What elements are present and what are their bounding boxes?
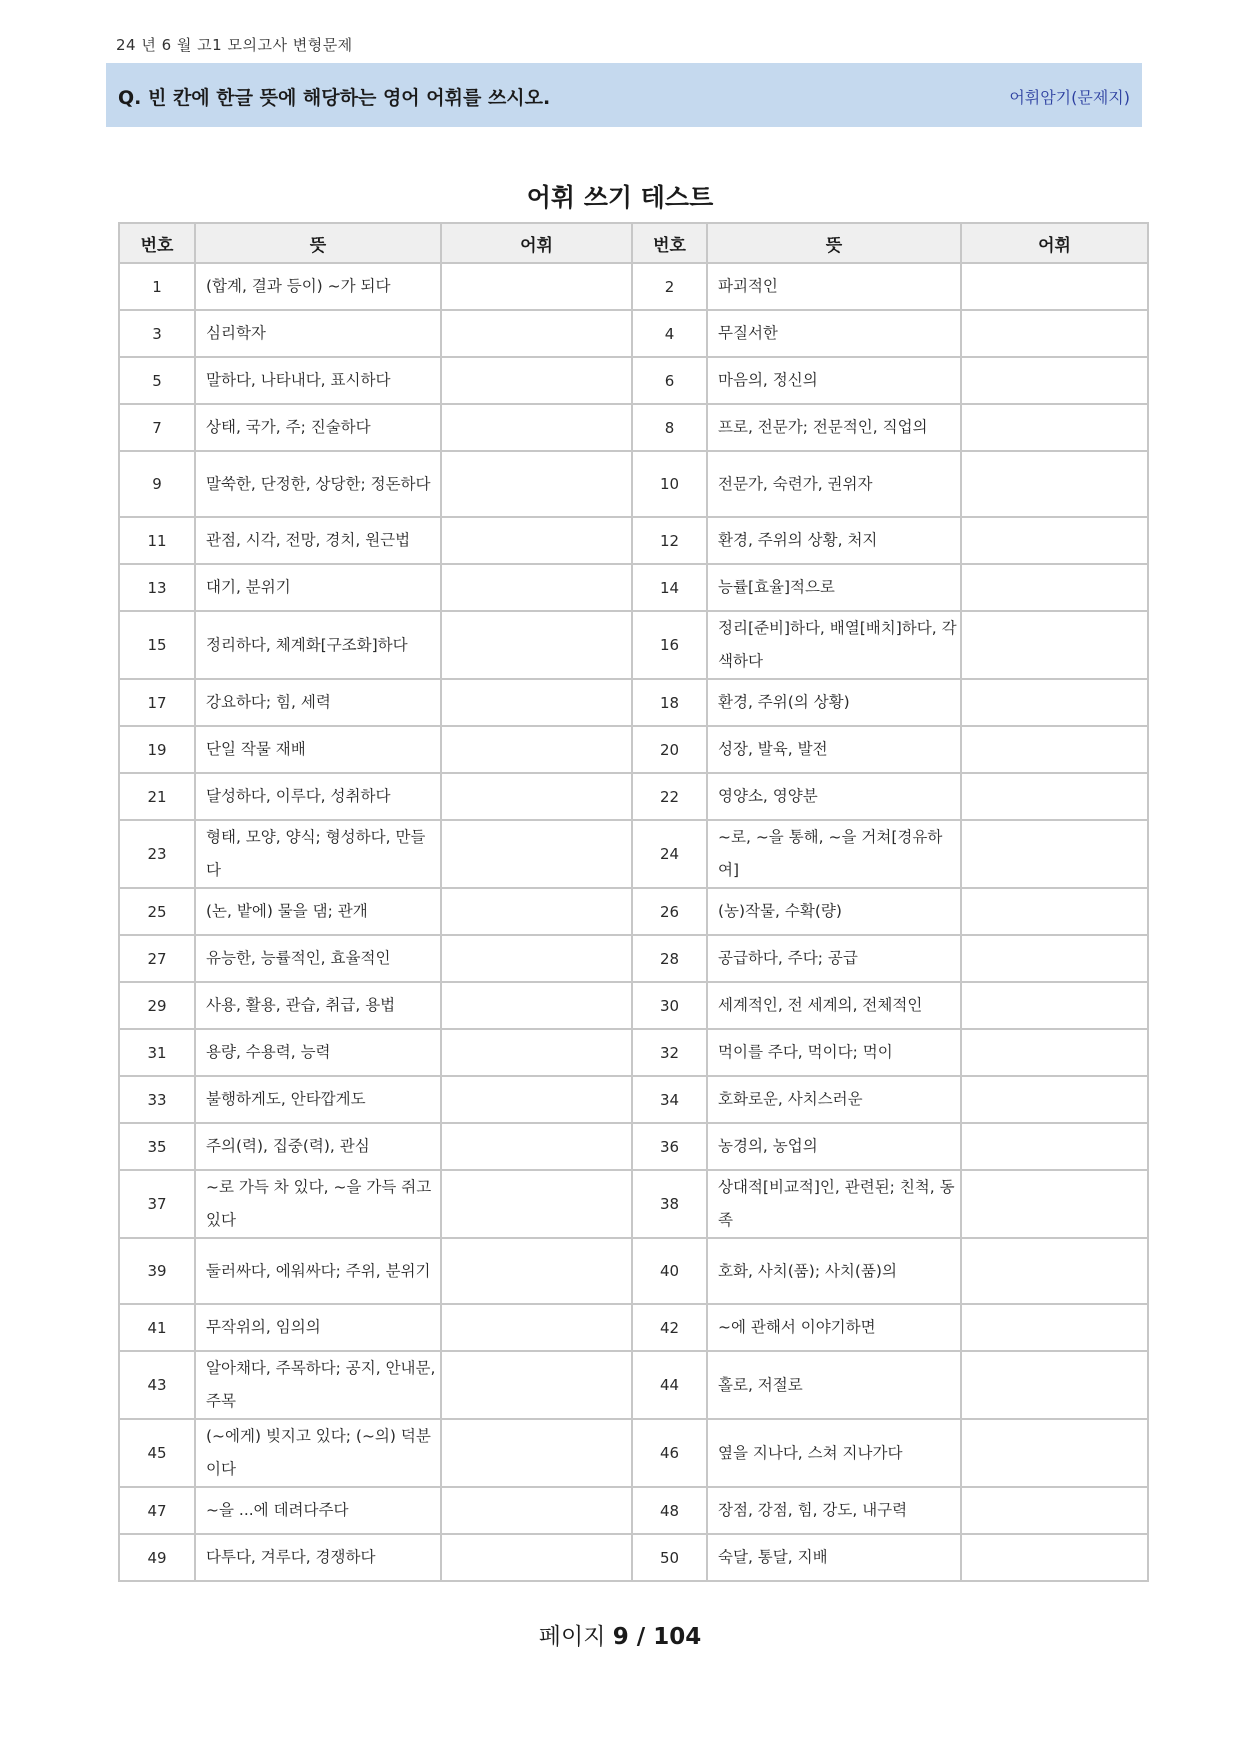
table-row: [119, 1076, 1148, 1123]
item-number: 38: [632, 1170, 707, 1238]
item-number: 10: [632, 451, 707, 517]
page-separator: /: [628, 1624, 654, 1650]
item-meaning: 무질서한: [707, 310, 961, 357]
item-meaning: 환경, 주위(의 상황): [707, 679, 961, 726]
answer-blank[interactable]: [441, 679, 632, 726]
item-meaning: (농)작물, 수확(량): [707, 888, 961, 935]
item-number: 5: [119, 357, 195, 404]
answer-blank[interactable]: [961, 263, 1148, 310]
answer-blank[interactable]: [441, 263, 632, 310]
answer-blank[interactable]: [441, 517, 632, 564]
answer-blank[interactable]: [961, 888, 1148, 935]
item-number: 40: [632, 1238, 707, 1304]
item-meaning: ~로 가득 차 있다, ~을 가득 쥐고 있다: [195, 1170, 441, 1238]
item-meaning: ~로, ~을 통해, ~을 거쳐[경유하여]: [707, 820, 961, 888]
item-meaning: 대기, 분위기: [195, 564, 441, 611]
item-meaning: 농경의, 농업의: [707, 1123, 961, 1170]
item-meaning: 관점, 시각, 전망, 경치, 원근법: [195, 517, 441, 564]
answer-blank[interactable]: [441, 1351, 632, 1419]
answer-blank[interactable]: [961, 564, 1148, 611]
table-row: [119, 310, 1148, 357]
item-number: 49: [119, 1534, 195, 1581]
item-meaning: 환경, 주위의 상황, 처지: [707, 517, 961, 564]
item-meaning: 프로, 전문가; 전문적인, 직업의: [707, 404, 961, 451]
question-banner: [106, 63, 1142, 127]
item-meaning: 둘러싸다, 에워싸다; 주위, 분위기: [195, 1238, 441, 1304]
item-meaning: 상대적[비교적]인, 관련된; 친척, 동족: [707, 1170, 961, 1238]
item-meaning: (~에게) 빚지고 있다; (~의) 덕분이다: [195, 1419, 441, 1487]
exam-title: 24 년 6 월 고1 모의고사 변형문제: [116, 36, 353, 54]
item-meaning: 정리[준비]하다, 배열[배치]하다, 각색하다: [707, 611, 961, 679]
answer-blank[interactable]: [441, 404, 632, 451]
item-number: 33: [119, 1076, 195, 1123]
item-meaning: 마음의, 정신의: [707, 357, 961, 404]
table-row: [119, 773, 1148, 820]
item-number: 34: [632, 1076, 707, 1123]
item-meaning: 말쑥한, 단정한, 상당한; 정돈하다: [195, 451, 441, 517]
answer-blank[interactable]: [441, 888, 632, 935]
page-footer: [0, 1618, 1240, 1651]
page-number: 9: [612, 1624, 629, 1650]
item-number: 22: [632, 773, 707, 820]
table-header-row: [119, 223, 1148, 263]
table-row: [119, 611, 1148, 679]
item-number: 7: [119, 404, 195, 451]
table-row: [119, 1170, 1148, 1238]
answer-blank[interactable]: [441, 1076, 632, 1123]
table-row: [119, 451, 1148, 517]
table-row: [119, 263, 1148, 310]
item-number: 1: [119, 263, 195, 310]
item-meaning: (논, 밭에) 물을 댐; 관개: [195, 888, 441, 935]
table-row: [119, 935, 1148, 982]
answer-blank[interactable]: [961, 1419, 1148, 1487]
answer-blank[interactable]: [441, 451, 632, 517]
item-meaning: ~에 관해서 이야기하면: [707, 1304, 961, 1351]
item-meaning: 정리하다, 체계화[구조화]하다: [195, 611, 441, 679]
item-number: 2: [632, 263, 707, 310]
item-number: 23: [119, 820, 195, 888]
item-meaning: 홀로, 저절로: [707, 1351, 961, 1419]
table-row: [119, 1238, 1148, 1304]
answer-blank[interactable]: [441, 726, 632, 773]
item-number: 19: [119, 726, 195, 773]
item-meaning: 사용, 활용, 관습, 취급, 용법: [195, 982, 441, 1029]
header-number-2: 번호: [632, 223, 707, 263]
answer-blank[interactable]: [961, 1123, 1148, 1170]
item-number: 27: [119, 935, 195, 982]
answer-blank[interactable]: [441, 564, 632, 611]
answer-blank[interactable]: [441, 1487, 632, 1534]
item-meaning: 세계적인, 전 세계의, 전체적인: [707, 982, 961, 1029]
item-number: 36: [632, 1123, 707, 1170]
item-meaning: 전문가, 숙련가, 권위자: [707, 451, 961, 517]
item-number: 8: [632, 404, 707, 451]
table-row: [119, 1419, 1148, 1487]
answer-blank[interactable]: [441, 935, 632, 982]
item-number: 3: [119, 310, 195, 357]
table-row: [119, 982, 1148, 1029]
item-number: 31: [119, 1029, 195, 1076]
item-number: 4: [632, 310, 707, 357]
header-meaning-1: 뜻: [195, 223, 441, 263]
answer-blank[interactable]: [961, 982, 1148, 1029]
answer-blank[interactable]: [441, 310, 632, 357]
worksheet-tag: 어휘암기(문제지): [1009, 88, 1130, 107]
item-number: 17: [119, 679, 195, 726]
answer-blank[interactable]: [961, 310, 1148, 357]
answer-blank[interactable]: [961, 1076, 1148, 1123]
item-number: 50: [632, 1534, 707, 1581]
item-number: 47: [119, 1487, 195, 1534]
item-number: 37: [119, 1170, 195, 1238]
item-meaning: 다투다, 겨루다, 경쟁하다: [195, 1534, 441, 1581]
item-meaning: 상태, 국가, 주; 진술하다: [195, 404, 441, 451]
item-meaning: 불행하게도, 안타깝게도: [195, 1076, 441, 1123]
item-number: 25: [119, 888, 195, 935]
answer-blank[interactable]: [441, 357, 632, 404]
item-meaning: 능률[효율]적으로: [707, 564, 961, 611]
answer-blank[interactable]: [441, 1304, 632, 1351]
test-title: 어휘 쓰기 테스트: [526, 183, 714, 212]
answer-blank[interactable]: [961, 679, 1148, 726]
answer-blank[interactable]: [961, 935, 1148, 982]
answer-blank[interactable]: [961, 451, 1148, 517]
table-row: [119, 564, 1148, 611]
item-number: 20: [632, 726, 707, 773]
item-meaning: 성장, 발육, 발전: [707, 726, 961, 773]
item-number: 11: [119, 517, 195, 564]
answer-blank[interactable]: [961, 404, 1148, 451]
item-meaning: 파괴적인: [707, 263, 961, 310]
answer-blank[interactable]: [441, 1123, 632, 1170]
answer-blank[interactable]: [441, 1029, 632, 1076]
question-text: Q. 빈 칸에 한글 뜻에 해당하는 영어 어휘를 쓰시오.: [118, 87, 551, 109]
item-number: 30: [632, 982, 707, 1029]
table-row: [119, 820, 1148, 888]
item-meaning: 심리학자: [195, 310, 441, 357]
table-row: [119, 679, 1148, 726]
item-meaning: 용량, 수용력, 능력: [195, 1029, 441, 1076]
header-word-1: 어휘: [441, 223, 632, 263]
item-number: 15: [119, 611, 195, 679]
item-meaning: 호화, 사치(품); 사치(품)의: [707, 1238, 961, 1304]
item-meaning: 달성하다, 이루다, 성취하다: [195, 773, 441, 820]
table-row: [119, 1304, 1148, 1351]
answer-blank[interactable]: [961, 1304, 1148, 1351]
answer-blank[interactable]: [961, 1170, 1148, 1238]
item-number: 46: [632, 1419, 707, 1487]
table-row: [119, 1487, 1148, 1534]
item-number: 42: [632, 1304, 707, 1351]
header-meaning-2: 뜻: [707, 223, 961, 263]
item-number: 48: [632, 1487, 707, 1534]
item-number: 43: [119, 1351, 195, 1419]
item-number: 28: [632, 935, 707, 982]
table-row: [119, 1029, 1148, 1076]
table-row: [119, 404, 1148, 451]
item-meaning: 유능한, 능률적인, 효율적인: [195, 935, 441, 982]
item-meaning: ~을 ...에 데려다주다: [195, 1487, 441, 1534]
table-row: [119, 1534, 1148, 1581]
table-row: [119, 726, 1148, 773]
header-word-2: 어휘: [961, 223, 1148, 263]
answer-blank[interactable]: [961, 820, 1148, 888]
item-number: 45: [119, 1419, 195, 1487]
table-row: [119, 888, 1148, 935]
item-number: 14: [632, 564, 707, 611]
item-meaning: 형태, 모양, 양식; 형성하다, 만들다: [195, 820, 441, 888]
answer-blank[interactable]: [961, 1029, 1148, 1076]
answer-blank[interactable]: [441, 1170, 632, 1238]
table-row: [119, 1351, 1148, 1419]
answer-blank[interactable]: [441, 1419, 632, 1487]
item-meaning: 먹이를 주다, 먹이다; 먹이: [707, 1029, 961, 1076]
answer-blank[interactable]: [441, 773, 632, 820]
item-number: 13: [119, 564, 195, 611]
answer-blank[interactable]: [961, 726, 1148, 773]
item-meaning: 공급하다, 주다; 공급: [707, 935, 961, 982]
item-meaning: 말하다, 나타내다, 표시하다: [195, 357, 441, 404]
item-meaning: 옆을 지나다, 스쳐 지나가다: [707, 1419, 961, 1487]
item-number: 35: [119, 1123, 195, 1170]
item-number: 39: [119, 1238, 195, 1304]
item-number: 16: [632, 611, 707, 679]
item-number: 26: [632, 888, 707, 935]
item-number: 29: [119, 982, 195, 1029]
vocab-table-body: [119, 263, 1148, 1581]
item-meaning: 단일 작물 재배: [195, 726, 441, 773]
answer-blank[interactable]: [441, 611, 632, 679]
item-number: 24: [632, 820, 707, 888]
item-number: 9: [119, 451, 195, 517]
answer-blank[interactable]: [961, 1238, 1148, 1304]
item-number: 44: [632, 1351, 707, 1419]
item-meaning: 숙달, 통달, 지배: [707, 1534, 961, 1581]
answer-blank[interactable]: [961, 611, 1148, 679]
item-number: 18: [632, 679, 707, 726]
answer-blank[interactable]: [441, 1534, 632, 1581]
item-meaning: 영양소, 영양분: [707, 773, 961, 820]
answer-blank[interactable]: [441, 1238, 632, 1304]
item-number: 41: [119, 1304, 195, 1351]
page-total: 104: [653, 1624, 702, 1650]
item-number: 6: [632, 357, 707, 404]
answer-blank[interactable]: [961, 1351, 1148, 1419]
header-number-1: 번호: [119, 223, 195, 263]
answer-blank[interactable]: [961, 773, 1148, 820]
answer-blank[interactable]: [441, 820, 632, 888]
table-row: [119, 357, 1148, 404]
answer-blank[interactable]: [961, 357, 1148, 404]
answer-blank[interactable]: [961, 517, 1148, 564]
answer-blank[interactable]: [961, 1487, 1148, 1534]
item-number: 21: [119, 773, 195, 820]
table-row: [119, 517, 1148, 564]
item-meaning: 주의(력), 집중(력), 관심: [195, 1123, 441, 1170]
item-meaning: 무작위의, 임의의: [195, 1304, 441, 1351]
item-meaning: 장점, 강점, 힘, 강도, 내구력: [707, 1487, 961, 1534]
vocab-table: [118, 222, 1149, 1582]
table-row: [119, 1123, 1148, 1170]
item-meaning: 강요하다; 힘, 세력: [195, 679, 441, 726]
item-number: 32: [632, 1029, 707, 1076]
answer-blank[interactable]: [961, 1534, 1148, 1581]
page-label: 페이지: [538, 1624, 613, 1650]
item-number: 12: [632, 517, 707, 564]
answer-blank[interactable]: [441, 982, 632, 1029]
item-meaning: (합계, 결과 등이) ~가 되다: [195, 263, 441, 310]
item-meaning: 알아채다, 주목하다; 공지, 안내문, 주목: [195, 1351, 441, 1419]
item-meaning: 호화로운, 사치스러운: [707, 1076, 961, 1123]
